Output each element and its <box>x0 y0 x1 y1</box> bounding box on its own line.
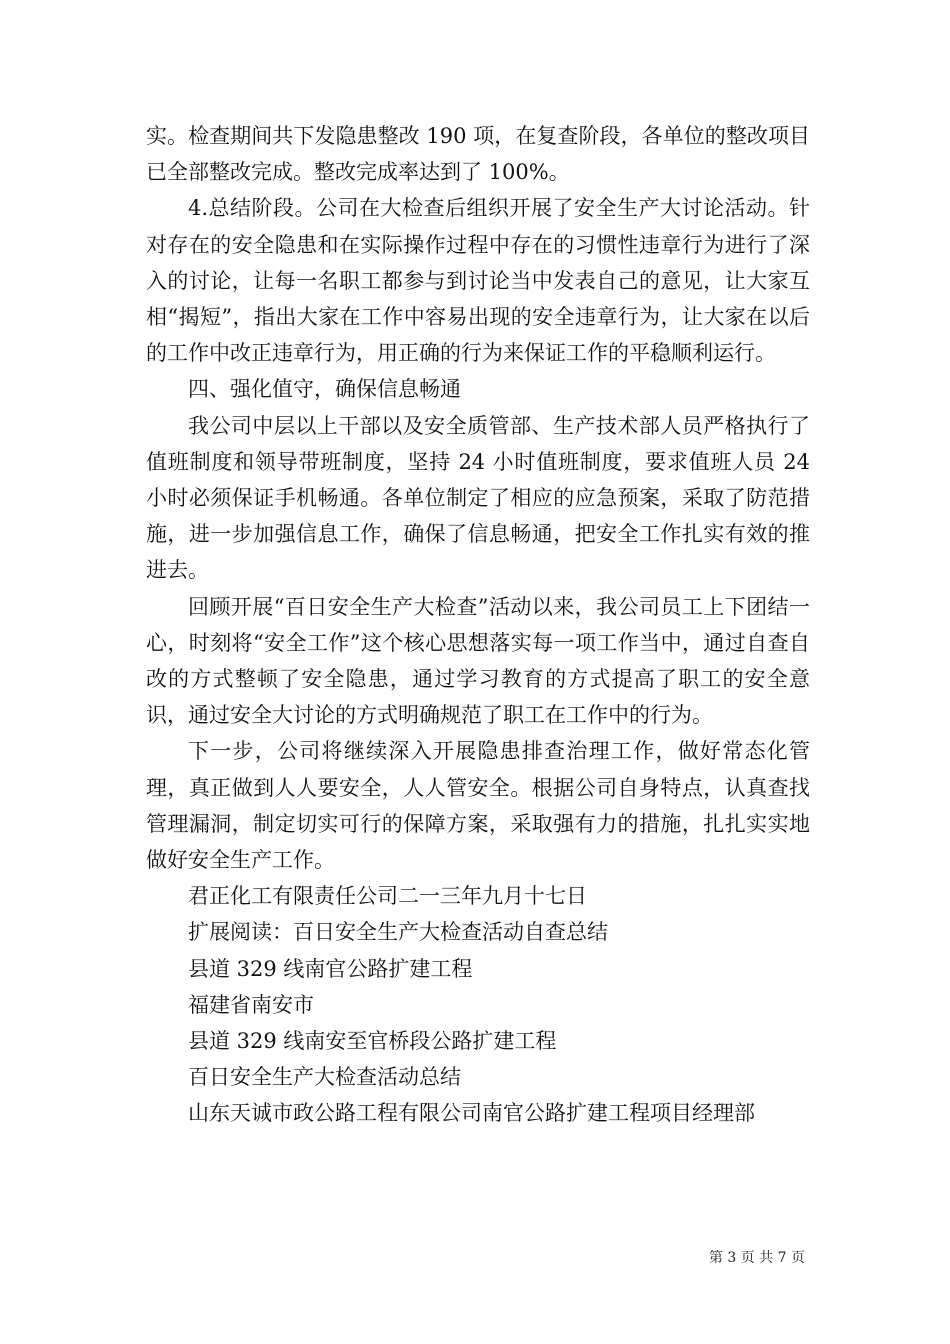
paragraph-summary-stage: 4.总结阶段。公司在大检查后组织开展了安全生产大讨论活动。针对存在的安全隐患和在实际操作过程中存在的习惯性违章行为进行了深入的讨论，让每一名职工都参与到讨论当中发表自己的意见，让大家互相“揭短”，指出大家在工作中容易出现的安全违章行为，让大家在以后的工作中改正违章行为，用正确的行为来保证工作的平稳顺利运行。 <box>146 196 810 366</box>
paragraph-review: 回顾开展“百日安全生产大检查”活动以来，我公司员工上下团结一心，时刻将“安全工作”这个核心思想落实每一项工作当中，通过自查自改的方式整顿了安全隐患，通过学习教育的方式提高了职工的安全意识，通过安全大讨论的方式明确规范了职工在工作中的行为。 <box>146 594 810 728</box>
project-section-line: 县道 329 线南安至官桥段公路扩建工程 <box>188 1029 557 1054</box>
company-department-line: 山东天诚市政公路工程有限公司南官公路扩建工程项目经理部 <box>188 1101 755 1126</box>
page-number: 第 3 页 共 7 页 <box>708 1250 805 1266</box>
summary-title-line: 百日安全生产大检查活动总结 <box>188 1065 461 1090</box>
section-heading-duty: 四、强化值守，确保信息畅通 <box>188 377 461 402</box>
document-body <box>146 118 810 1132</box>
extended-reading-title: 扩展阅读：百日安全生产大检查活动自查总结 <box>188 920 608 945</box>
project-name-line: 县道 329 线南官公路扩建工程 <box>188 956 473 981</box>
paragraph-duty-system: 我公司中层以上干部以及安全质管部、生产技术部人员严格执行了值班制度和领导带班制度，坚持 24 小时值班制度，要求值班人员 24 小时必须保证手机畅通。各单位制定了相应的应急预案，采取了防范措施，进一步加强信息工作，确保了信息畅通，把安全工作扎实有效的推进去。 <box>146 413 810 583</box>
signature-line: 君正化工有限责任公司二一三年九月十七日 <box>188 884 587 909</box>
paragraph-continuation: 实。检查期间共下发隐患整改 190 项，在复查阶段，各单位的整改项目已全部整改完成。整改完成率达到了 100%。 <box>146 124 810 185</box>
location-line: 福建省南安市 <box>188 992 314 1017</box>
paragraph-next-step: 下一步，公司将继续深入开展隐患排查治理工作，做好常态化管理，真正做到人人要安全，人人管安全。根据公司自身特点，认真查找管理漏洞，制定切实可行的保障方案，采取强有力的措施，扎扎实实地做好安全生产工作。 <box>146 739 810 873</box>
